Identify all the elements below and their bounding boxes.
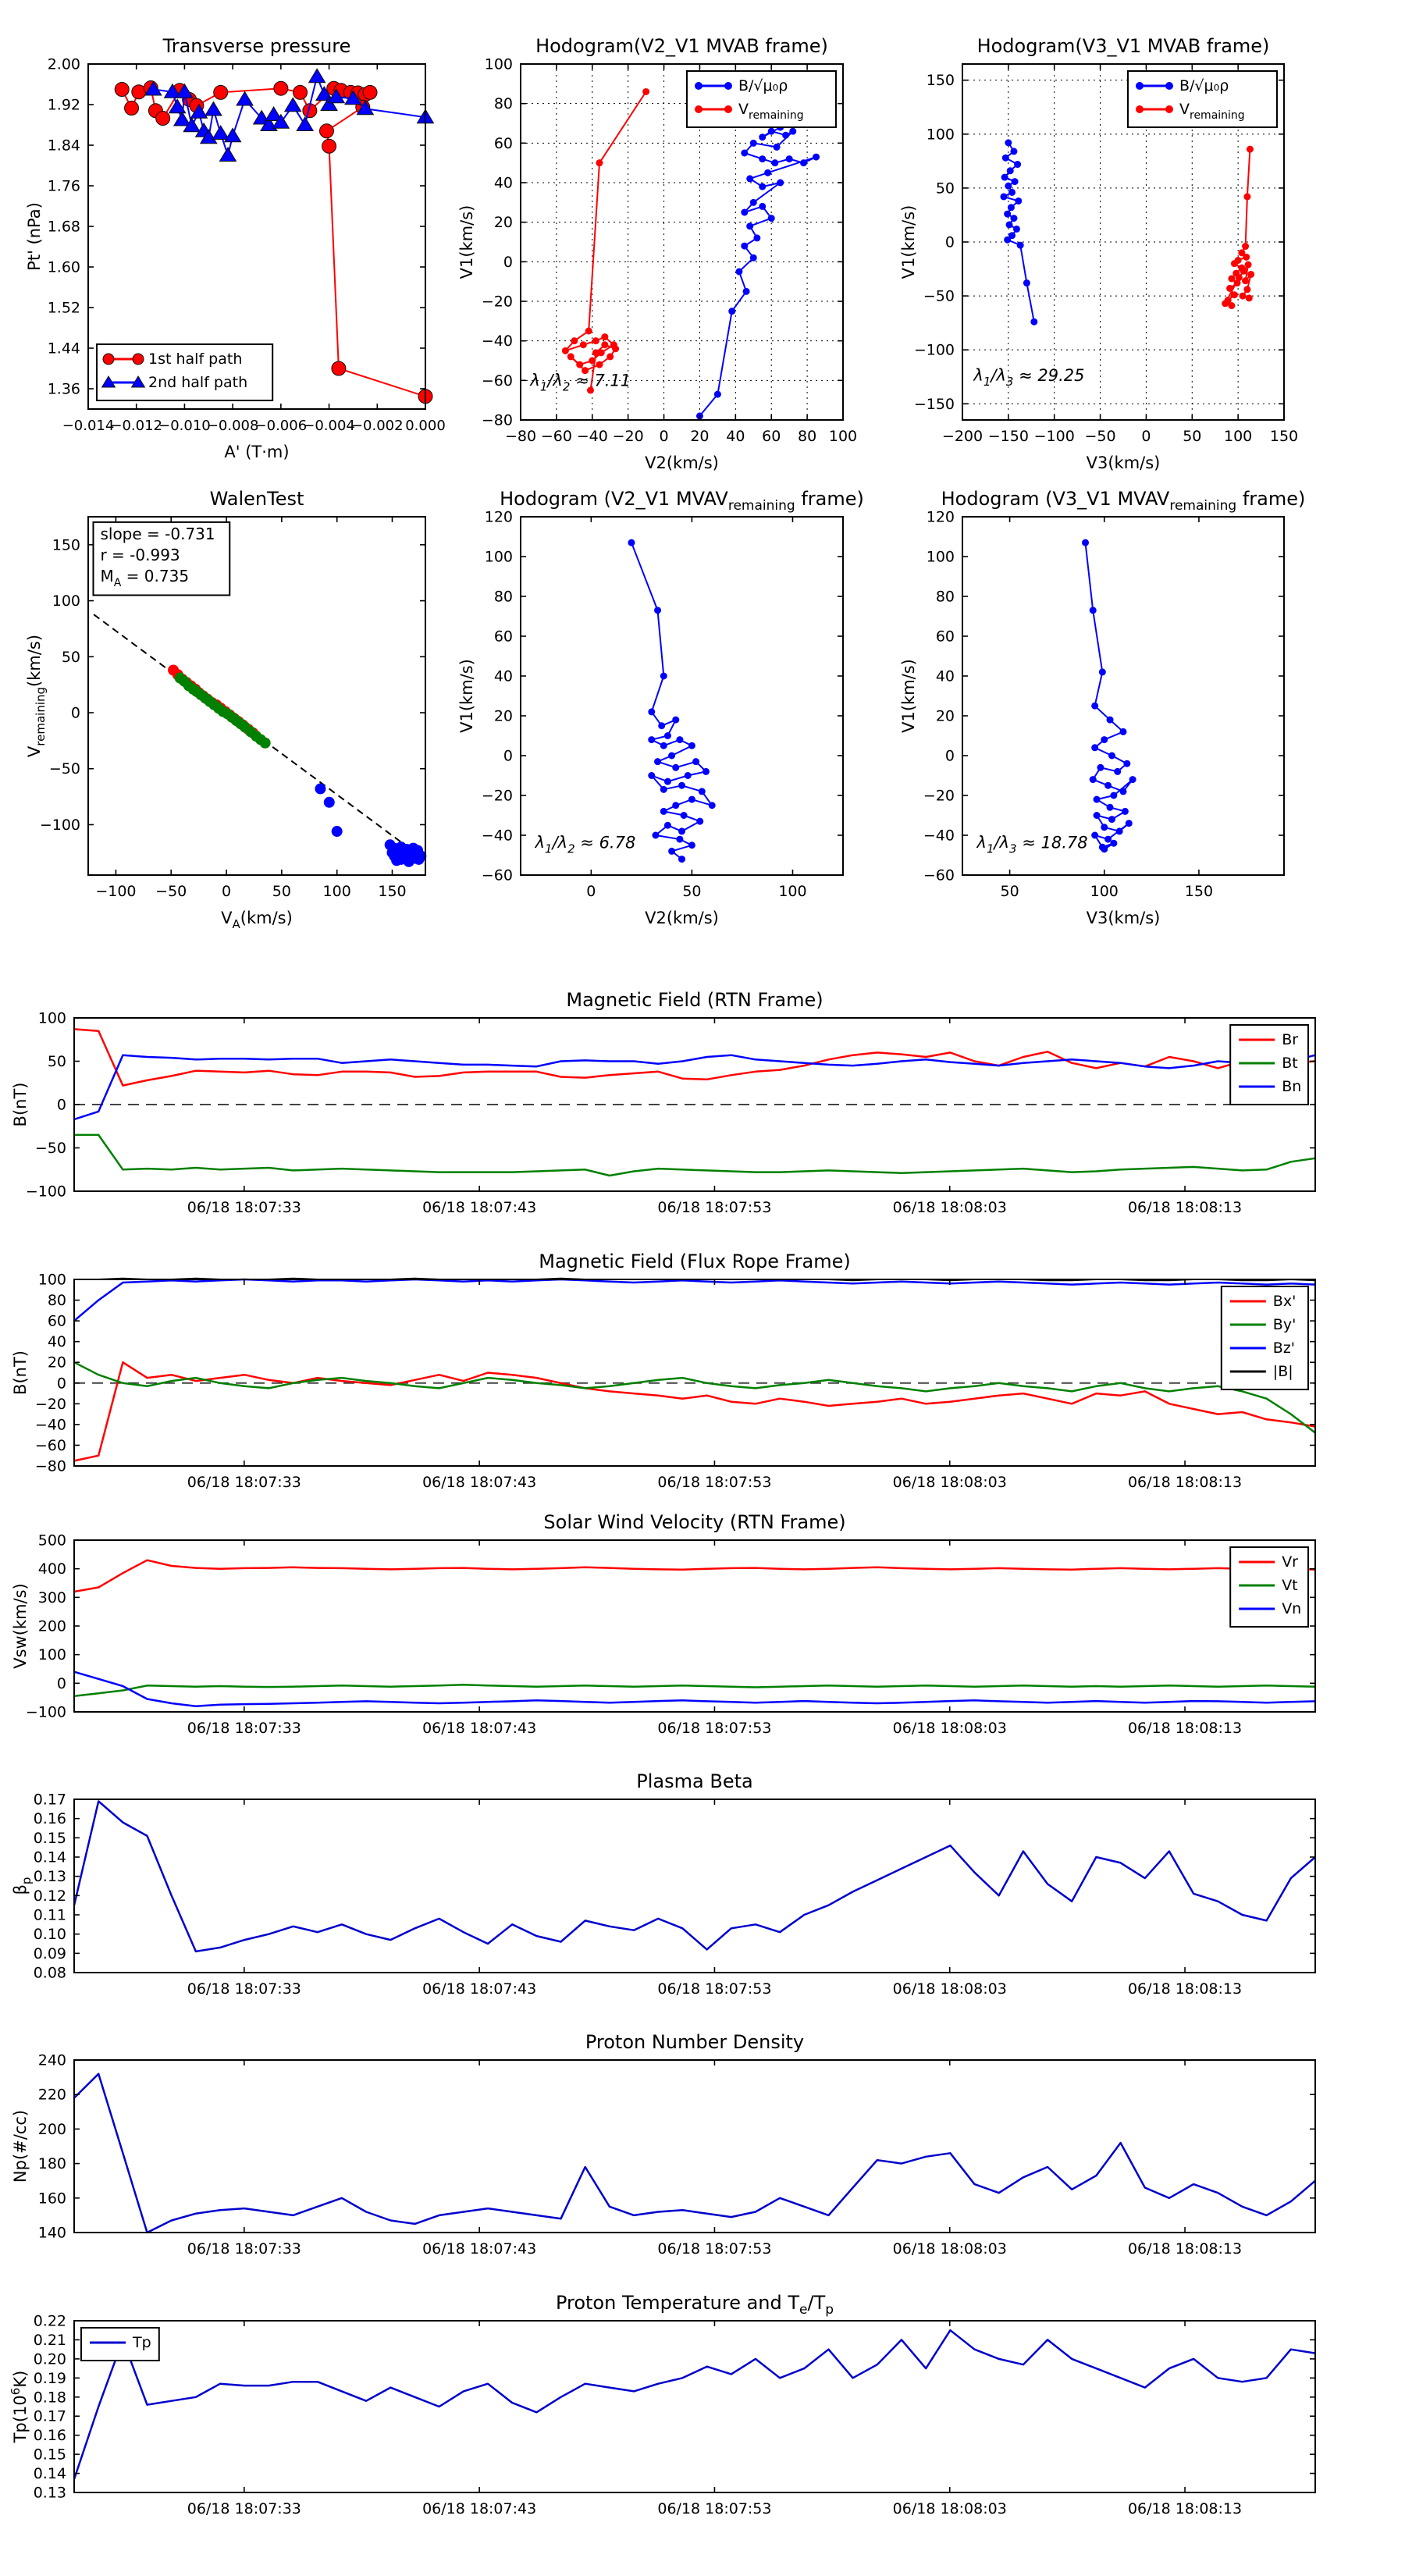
series-Tp [74, 2330, 1315, 2479]
y-tick-label: 0.21 [33, 2331, 66, 2349]
np-svg [0, 2021, 1405, 2291]
x-tick-label: 60 [762, 428, 781, 445]
x-tick-label: 100 [778, 883, 807, 900]
legend-label: $V_{remaining}$ [1179, 101, 1245, 122]
x-tick-label: 150 [378, 883, 407, 900]
x-tick-label: 06/18 18:07:43 [422, 1474, 537, 1491]
hodogram-v3v1-mvav-svg [888, 478, 1374, 934]
y-tick-label: 0.09 [33, 1944, 66, 1962]
axis-ticks [34, 2313, 1315, 2518]
y-tick-label: 0.13 [33, 1868, 66, 1886]
series-Vr [74, 1560, 1315, 1592]
y-tick-label: 60 [493, 134, 513, 152]
legend-label: Br [1282, 1031, 1299, 1048]
series-B [1000, 139, 1037, 325]
y-tick-label: 0.08 [33, 1964, 66, 1982]
x-tick-label: 06/18 18:08:03 [892, 2500, 1007, 2517]
y-tick-label: −50 [923, 287, 955, 305]
y-tick-label: 0.19 [33, 2369, 66, 2387]
x-tick-label: 0.000 [405, 418, 446, 434]
y-tick-label: 0.18 [33, 2389, 66, 2407]
x-tick-label: 06/18 18:08:13 [1127, 1720, 1243, 1737]
x-tick-label: 50 [1000, 883, 1019, 900]
series-Bz' [74, 1279, 1315, 1321]
y-tick-label: 60 [935, 628, 955, 646]
y-tick-label: 240 [37, 2051, 66, 2069]
y-tick-label: 100 [52, 592, 80, 610]
y-tick-label: 50 [61, 648, 80, 666]
legend-label: Bn [1282, 1078, 1302, 1095]
y-tick-label: 220 [37, 2086, 66, 2104]
x-axis-label: V2(km/s) [645, 909, 719, 927]
x-tick-label: −0.010 [158, 418, 211, 434]
axes-frame [74, 1799, 1315, 1973]
y-axis-label: Pt' (nPa) [25, 202, 44, 271]
y-tick-label: −100 [913, 341, 955, 359]
vsw-svg [0, 1501, 1405, 1770]
x-tick-label: 06/18 18:08:03 [892, 2240, 1007, 2258]
chart-proton-temperature [0, 2282, 1405, 2551]
y-tick-label: 1.60 [47, 258, 80, 276]
y-tick-label: 0.12 [33, 1887, 66, 1905]
y-tick-label: 100 [484, 55, 513, 73]
y-tick-label: 0.17 [33, 2407, 66, 2425]
y-tick-label: −20 [481, 787, 513, 805]
x-tick-label: 06/18 18:08:03 [892, 1199, 1007, 1216]
series-Bx' [74, 1362, 1315, 1461]
chart-hodogram-v3v1-mvab [888, 25, 1374, 479]
y-tick-label: 0.16 [33, 1810, 66, 1828]
y-tick-label: 0.20 [33, 2350, 66, 2368]
y-tick-label: 50 [47, 1053, 66, 1070]
x-tick-label: 06/18 18:07:43 [422, 2240, 537, 2258]
hodogram-v3v1-mvab-svg [888, 25, 1374, 479]
y-tick-label: −100 [25, 1183, 66, 1201]
y-tick-label: 400 [37, 1560, 66, 1578]
y-tick-label: −50 [48, 760, 80, 778]
y-tick-label: 180 [37, 2155, 66, 2173]
chart-hodogram-v3v1-mvav [888, 478, 1374, 934]
legend [1128, 71, 1277, 127]
x-tick-label: 06/18 18:07:33 [187, 1980, 301, 1998]
y-tick-label: 100 [37, 1271, 66, 1289]
y-tick-label: 0.14 [33, 1848, 66, 1866]
legend-label: Bt [1282, 1055, 1298, 1072]
stats-line: slope = -0.731 [100, 524, 215, 543]
y-tick-label: −100 [39, 816, 80, 834]
stats-line: $M_A = 0.735$ [100, 566, 190, 589]
y-tick-label: 80 [47, 1292, 66, 1310]
x-tick-label: −40 [576, 428, 608, 445]
x-tick-label: 06/18 18:07:43 [422, 1720, 537, 1737]
series-B [696, 100, 820, 419]
y-tick-label: 0.11 [33, 1906, 66, 1924]
hodogram-v2v1-mvab-svg [446, 25, 933, 479]
x-tick-label: 06/18 18:08:03 [892, 1474, 1007, 1491]
x-axis-label: V3(km/s) [1086, 909, 1161, 927]
chart-title: WalenTest [209, 488, 304, 510]
x-tick-label: −0.014 [62, 418, 115, 434]
mag-rtn-svg [0, 979, 1405, 1250]
y-tick-label: 1.44 [47, 340, 80, 358]
axis-ticks [34, 1791, 1315, 1998]
series-Vremaining [1222, 146, 1254, 309]
x-axis-label: V2(km/s) [645, 454, 719, 472]
y-tick-label: −80 [34, 1457, 66, 1475]
y-tick-label: −60 [481, 372, 513, 390]
x-tick-label: −150 [987, 428, 1029, 445]
series-beta [74, 1802, 1315, 1952]
y-tick-label: −20 [481, 293, 513, 311]
y-tick-label: 1.92 [47, 96, 80, 114]
chart-title: Hodogram(V2_V1 MVAB frame) [535, 35, 828, 57]
axes-frame [962, 517, 1284, 875]
stats-textbox [93, 522, 229, 596]
axes-frame [521, 517, 843, 875]
x-tick-label: 0 [659, 428, 669, 445]
y-axis-label: $\beta_p$ [11, 1877, 34, 1895]
x-tick-label: 06/18 18:08:13 [1127, 1474, 1243, 1491]
x-tick-label: −100 [1033, 428, 1075, 445]
x-axis-label: $V_A(km/s)$ [221, 909, 293, 931]
x-tick-label: −50 [1084, 428, 1116, 445]
y-axis-label: V1(km/s) [457, 205, 476, 279]
y-tick-label: 150 [52, 536, 80, 554]
chart-solar-wind-velocity [0, 1501, 1405, 1770]
x-tick-label: 06/18 18:07:53 [657, 2500, 772, 2517]
transverse-pressure-svg [14, 25, 515, 468]
x-tick-label: 150 [1184, 883, 1214, 900]
axis-ticks [38, 2052, 1315, 2258]
chart-title: Plasma Beta [636, 1770, 753, 1792]
y-tick-label: −100 [25, 1703, 66, 1721]
x-tick-label: 06/18 18:07:43 [422, 1199, 537, 1216]
x-tick-label: −20 [612, 428, 644, 445]
y-axis-label: V1(km/s) [899, 205, 918, 279]
x-tick-label: −100 [95, 883, 137, 900]
x-tick-label: 06/18 18:07:33 [187, 2240, 301, 2258]
y-tick-label: 20 [493, 707, 513, 725]
legend [687, 71, 836, 127]
y-tick-label: 0 [503, 747, 513, 765]
hodogram-v2v1-mvav-svg [446, 478, 933, 934]
chart-title: Hodogram (V2_V1 $MVAV_{remaining}$ frame) [500, 488, 864, 514]
legend-label: B/√μ₀ρ [1179, 77, 1229, 94]
y-axis-label: Vsw(km/s) [11, 1583, 30, 1669]
series-Bt [74, 1135, 1315, 1176]
walen-test-svg [14, 478, 515, 934]
x-tick-label: 50 [682, 883, 702, 900]
y-axis-label: $V_{remaining}(km/s)$ [25, 634, 48, 758]
y-tick-label: −40 [481, 333, 513, 350]
chart-title: Solar Wind Velocity (RTN Frame) [543, 1511, 846, 1533]
series-green-points [175, 673, 271, 749]
series-Br [74, 1029, 1315, 1085]
y-axis-label: V1(km/s) [899, 659, 918, 733]
x-tick-label: 06/18 18:07:33 [187, 2500, 301, 2517]
x-tick-label: −0.004 [303, 418, 355, 434]
series-V [628, 539, 715, 863]
x-tick-label: 100 [1090, 883, 1119, 900]
axes-frame [74, 1279, 1315, 1466]
mag-fluxrope-svg [0, 1240, 1405, 1525]
x-tick-label: 06/18 18:08:13 [1127, 1980, 1243, 1998]
y-tick-label: −20 [923, 787, 955, 805]
x-tick-label: 06/18 18:07:33 [187, 1720, 301, 1737]
chart-plasma-beta [0, 1760, 1405, 2031]
y-axis-label: B(nT) [11, 1350, 30, 1395]
series-Vremaining [562, 88, 649, 394]
x-axis-label: A' (T·m) [224, 443, 290, 461]
y-tick-label: −40 [34, 1416, 66, 1434]
y-tick-label: 2.00 [47, 55, 80, 73]
axes-frame [74, 2060, 1315, 2233]
y-tick-label: 120 [484, 508, 513, 526]
x-tick-label: 100 [828, 428, 858, 445]
stats-line: r = -0.993 [100, 545, 180, 564]
x-tick-label: 20 [690, 428, 710, 445]
series-Vt [74, 1685, 1315, 1696]
y-tick-label: 40 [493, 667, 513, 685]
y-tick-label: 0 [56, 1674, 66, 1692]
y-tick-label: 50 [935, 180, 955, 197]
series-blue-points [315, 784, 426, 867]
y-tick-label: 0 [56, 1096, 66, 1114]
legend-label: $V_{remaining}$ [738, 101, 804, 122]
y-tick-label: 60 [47, 1312, 66, 1330]
y-tick-label: 0.15 [33, 2446, 66, 2464]
y-tick-label: 120 [926, 508, 955, 526]
chart-hodogram-v2v1-mvab [446, 25, 933, 479]
x-tick-label: 0 [586, 883, 596, 900]
axis-ticks [35, 1272, 1315, 1492]
y-tick-label: 100 [37, 1009, 66, 1027]
legend-label: B/√μ₀ρ [738, 77, 788, 94]
y-tick-label: 0.10 [33, 1926, 66, 1944]
legend [1230, 1547, 1308, 1627]
y-tick-label: 100 [926, 126, 955, 144]
x-tick-label: −0.002 [350, 418, 404, 434]
chart-title: Proton Number Density [585, 2031, 805, 2053]
annotation: $\lambda_1/\lambda_2 \approx 7.11$ [530, 371, 631, 394]
legend-label: Vn [1282, 1600, 1302, 1617]
chart-title: Hodogram (V3_V1 $MVAV_{remaining}$ frame) [941, 488, 1306, 514]
x-tick-label: 06/18 18:08:03 [892, 1720, 1007, 1737]
legend [97, 344, 272, 400]
x-tick-label: 06/18 18:07:53 [657, 1720, 772, 1737]
series-Np [74, 2074, 1315, 2233]
y-tick-label: 1.36 [47, 380, 80, 398]
x-tick-label: 06/18 18:07:53 [657, 1474, 772, 1491]
x-tick-label: 06/18 18:08:13 [1127, 1199, 1243, 1216]
x-tick-label: 50 [272, 883, 291, 900]
y-tick-label: 200 [37, 2120, 66, 2138]
x-tick-label: 150 [1269, 428, 1299, 445]
x-tick-label: 06/18 18:07:33 [187, 1199, 301, 1216]
x-tick-label: −0.012 [110, 418, 163, 434]
chart-title: Magnetic Field (RTN Frame) [566, 989, 823, 1011]
y-tick-label: 0 [944, 747, 955, 765]
y-tick-label: 1.52 [47, 299, 80, 317]
y-tick-label: 100 [484, 548, 513, 566]
legend-label: Bx' [1272, 1293, 1297, 1310]
y-tick-label: 0 [70, 704, 80, 722]
y-tick-label: 100 [926, 548, 955, 566]
y-tick-label: 200 [37, 1617, 66, 1635]
y-tick-label: 80 [935, 588, 955, 606]
chart-magnetic-field-rtn [0, 979, 1405, 1250]
y-tick-label: −60 [34, 1436, 66, 1454]
y-tick-label: 0.14 [33, 2465, 66, 2483]
y-tick-label: 60 [493, 628, 513, 646]
y-tick-label: −40 [923, 827, 955, 845]
x-tick-label: 06/18 18:08:13 [1127, 2240, 1243, 2258]
y-tick-label: 80 [493, 95, 513, 113]
x-tick-label: −80 [504, 428, 537, 445]
x-tick-label: 06/18 18:07:33 [187, 1474, 301, 1491]
x-tick-label: 06/18 18:07:53 [657, 1980, 772, 1998]
x-tick-label: 100 [1224, 428, 1253, 445]
annotation: $\lambda_1/\lambda_3 \approx 29.25$ [973, 365, 1085, 389]
y-tick-label: 20 [935, 707, 955, 725]
legend [1230, 1025, 1308, 1105]
chart-magnetic-field-fluxrope [0, 1240, 1405, 1525]
y-tick-label: −60 [481, 866, 513, 884]
chart-title: Proton Temperature and $T_e/T_p$ [555, 2292, 834, 2318]
y-tick-label: 100 [37, 1646, 66, 1664]
axis-ticks [26, 1532, 1315, 1738]
y-tick-label: 140 [37, 2224, 66, 2242]
y-tick-label: 0 [503, 253, 513, 271]
x-tick-label: 06/18 18:07:53 [657, 2240, 772, 2258]
x-axis-label: V3(km/s) [1086, 454, 1161, 472]
tp-svg [0, 2282, 1405, 2551]
y-tick-label: −20 [34, 1395, 66, 1413]
y-axis-label: $Tp(10^6K)$ [9, 2370, 30, 2443]
y-tick-label: −150 [913, 395, 955, 413]
y-tick-label: 150 [926, 72, 955, 90]
legend-label: Vt [1282, 1577, 1298, 1594]
axis-ticks [26, 1010, 1315, 1217]
y-tick-label: 0.17 [33, 1791, 66, 1809]
chart-transverse-pressure [14, 25, 515, 468]
y-tick-label: −50 [34, 1140, 66, 1157]
legend [81, 2328, 159, 2361]
x-tick-label: −50 [155, 883, 187, 900]
legend-label: 1st half path [148, 350, 243, 368]
y-tick-label: 500 [37, 1532, 66, 1550]
legend [1222, 1286, 1308, 1389]
y-tick-label: 0 [56, 1375, 66, 1393]
legend-label: 2nd half path [148, 374, 248, 391]
y-tick-label: 0 [944, 233, 955, 251]
chart-title: Magnetic Field (Flux Rope Frame) [539, 1251, 851, 1272]
y-tick-label: 0.15 [33, 1829, 66, 1847]
y-axis-label: B(nT) [11, 1082, 30, 1127]
series-Vn [74, 1672, 1315, 1706]
legend-label: Vr [1282, 1553, 1299, 1571]
chart-proton-number-density [0, 2021, 1405, 2291]
x-tick-label: 50 [1183, 428, 1202, 445]
annotation: $\lambda_1/\lambda_3 \approx 18.78$ [976, 833, 1088, 856]
x-tick-label: −0.008 [206, 418, 259, 434]
y-tick-label: 1.84 [47, 137, 80, 155]
y-tick-label: 40 [935, 667, 955, 685]
x-tick-label: 06/18 18:07:43 [422, 1980, 537, 1998]
annotation: $\lambda_1/\lambda_2 \approx 6.78$ [535, 833, 636, 856]
x-tick-label: −60 [540, 428, 572, 445]
x-tick-label: −200 [941, 428, 984, 445]
x-tick-label: 0 [222, 883, 232, 900]
y-tick-label: 1.76 [47, 177, 80, 195]
y-axis-label: Np(#/cc) [11, 2109, 30, 2183]
x-tick-label: 06/18 18:08:13 [1127, 2500, 1243, 2517]
y-tick-label: −60 [923, 866, 955, 884]
y-tick-label: 300 [37, 1589, 66, 1606]
chart-title: Transverse pressure [162, 35, 351, 57]
series-Bn [74, 1055, 1315, 1119]
y-tick-label: 40 [47, 1333, 66, 1351]
y-tick-label: −80 [481, 411, 513, 429]
beta-svg [0, 1760, 1405, 2031]
chart-walen-test [14, 478, 515, 934]
x-tick-label: 0 [1141, 428, 1151, 445]
x-tick-label: 100 [322, 883, 351, 900]
chart-hodogram-v2v1-mvav [446, 478, 933, 934]
y-tick-label: 80 [493, 588, 513, 606]
y-tick-label: −40 [481, 827, 513, 845]
y-tick-label: 160 [37, 2190, 66, 2208]
series-2nd half path [145, 69, 434, 161]
chart-title: Hodogram(V3_V1 MVAB frame) [976, 35, 1270, 57]
y-tick-label: 0.13 [33, 2484, 66, 2502]
y-tick-label: 1.68 [47, 218, 80, 236]
y-axis-label: V1(km/s) [457, 659, 476, 733]
x-tick-label: 80 [798, 428, 817, 445]
x-tick-label: 06/18 18:07:43 [422, 2500, 537, 2517]
y-tick-label: 20 [493, 214, 513, 232]
series-V [1082, 539, 1136, 853]
legend-label: Tp [133, 2334, 151, 2351]
x-tick-label: −0.006 [254, 418, 308, 434]
x-tick-label: 06/18 18:07:53 [657, 1199, 772, 1216]
legend-label: |B| [1272, 1363, 1293, 1380]
legend-label: By' [1272, 1316, 1297, 1333]
legend-label: Bz' [1272, 1340, 1296, 1357]
y-tick-label: 20 [47, 1354, 66, 1372]
x-tick-label: 40 [726, 428, 745, 445]
y-tick-label: 0.16 [33, 2427, 66, 2445]
axes-frame [74, 2321, 1315, 2492]
y-tick-label: 0.22 [33, 2312, 66, 2330]
x-tick-label: 06/18 18:08:03 [892, 1980, 1007, 1998]
y-tick-label: 40 [493, 174, 513, 192]
